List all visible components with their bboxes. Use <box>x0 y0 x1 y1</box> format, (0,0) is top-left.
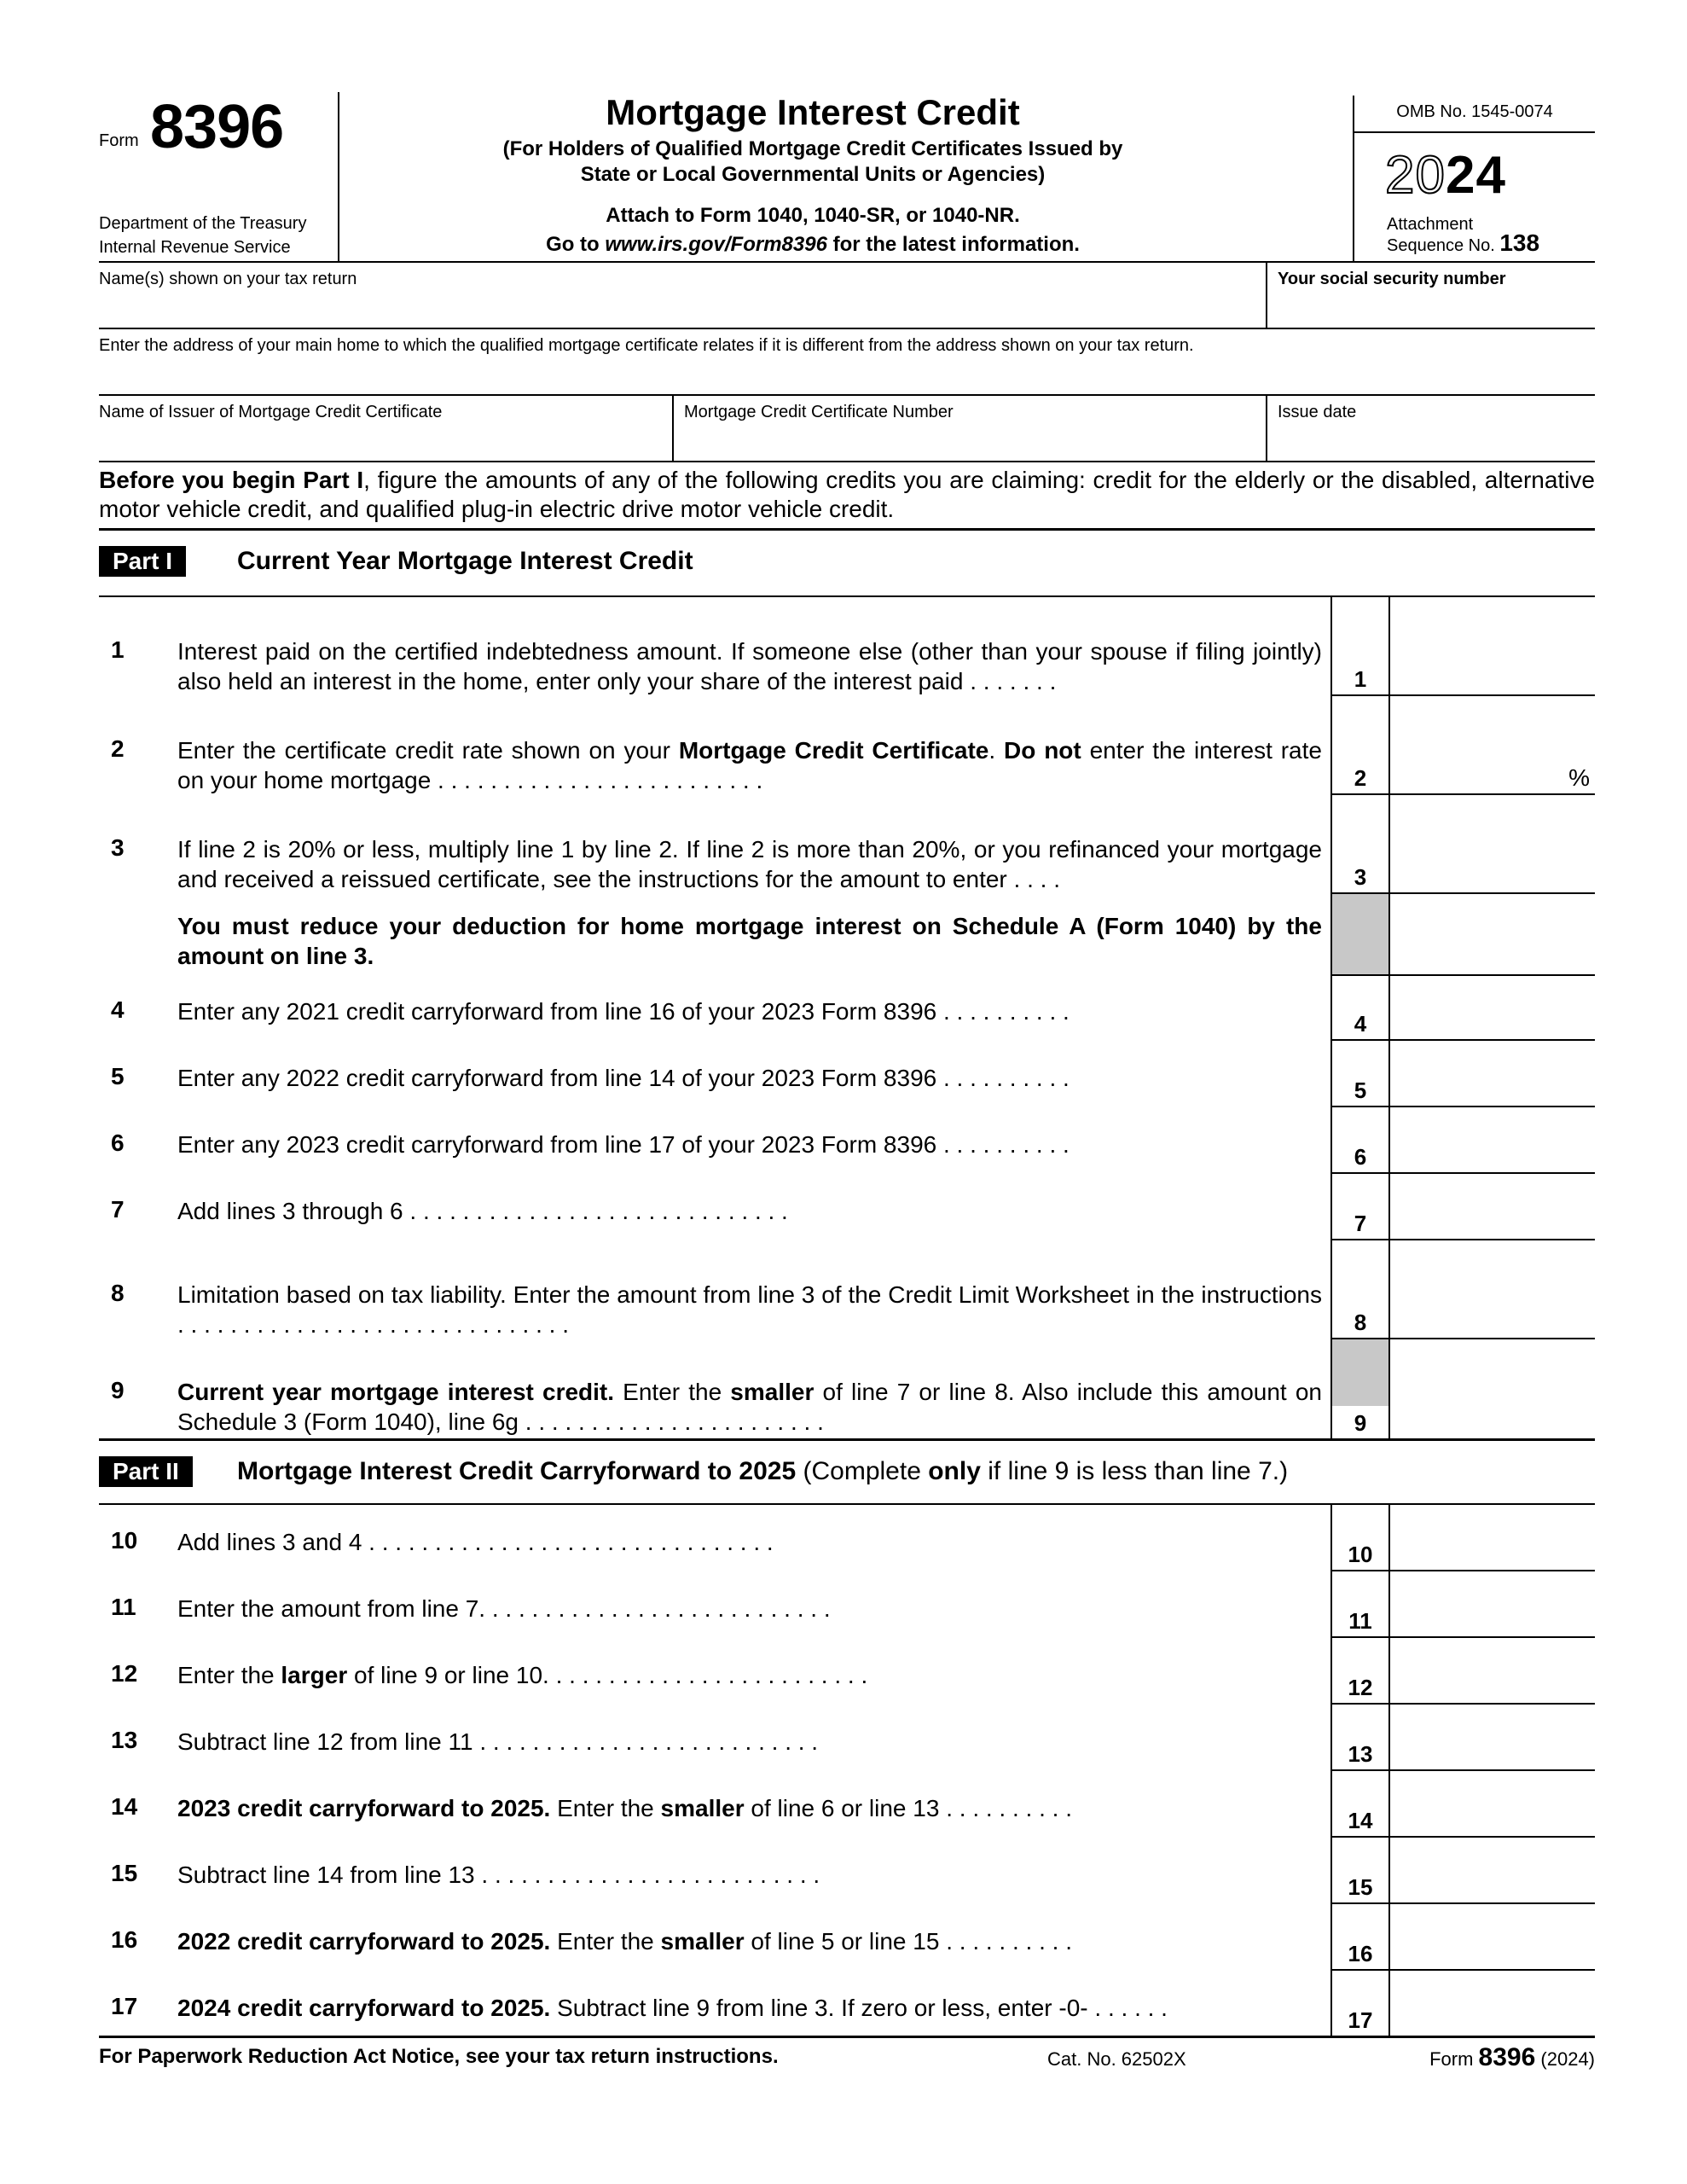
line-14 <box>99 1771 1595 1838</box>
form-word: Form <box>99 131 139 150</box>
line-14-bold: 2023 credit carryforward to 2025. <box>177 1795 551 1821</box>
line-15 <box>99 1838 1595 1904</box>
leader-dots: . . . . . . . . . . . . . . . . . . . . . . . . . . . . . . <box>177 1311 569 1338</box>
line-number: 8 <box>111 1280 125 1306</box>
line-box-number: 7 <box>1354 1211 1367 1236</box>
line-11-amount[interactable] <box>1390 1571 1595 1638</box>
line-5-amount[interactable] <box>1390 1041 1595 1107</box>
line-3-note-text: You must reduce your deduction for home mortgage interest on Schedule A (Form 1040) by the amount on line 3. <box>177 913 1322 969</box>
line-box-number: 1 <box>1354 666 1367 692</box>
line-box-label <box>1330 795 1390 894</box>
line-12 <box>99 1638 1595 1705</box>
form-page <box>99 92 1595 2087</box>
attach-line: Attach to Form 1040, 1040-SR, or 1040-NR. <box>606 204 1020 227</box>
attachment-label: Attachment <box>1387 215 1474 234</box>
ssn-label: Your social security number <box>1278 270 1506 288</box>
line-13 <box>99 1705 1595 1771</box>
line-12-text-b: of line 9 or line 10 <box>347 1662 543 1688</box>
shaded-box <box>1330 1339 1390 1406</box>
part-2-title-only: only <box>928 1457 981 1485</box>
line-5-text: Enter any 2022 credit carryforward from line 14 of your 2023 Form 8396 <box>177 1065 937 1091</box>
leader-dots: . . . . . . . . . . . . . . . . . . . . . . . . . . . <box>478 1595 831 1622</box>
line-box-label <box>1330 1041 1390 1107</box>
leader-dots: . . . . . . . . . . . . . . . . . . . . . . . . . . . . . . . <box>362 1529 774 1555</box>
line-box-number: 14 <box>1348 1808 1373 1833</box>
line-2-amount[interactable] <box>1390 696 1595 795</box>
line-box-number: 4 <box>1354 1011 1367 1037</box>
line-2-text-a: Enter the certificate credit rate shown on your <box>177 737 679 764</box>
before-bold: Before you begin Part I <box>99 467 364 493</box>
line-box-label <box>1330 1406 1390 1438</box>
line-text <box>177 1860 1322 1890</box>
line-10-amount[interactable] <box>1390 1505 1595 1571</box>
line-box-label <box>1330 1107 1390 1174</box>
line-box-label <box>1330 1240 1390 1339</box>
line-13-text: Subtract line 12 from line 11 <box>177 1728 473 1755</box>
line-text <box>177 996 1322 1026</box>
part-1-title: Current Year Mortgage Interest Credit <box>237 547 693 575</box>
paperwork-notice: For Paperwork Reduction Act Notice, see your tax return instructions. <box>99 2045 779 2068</box>
line-14-amount[interactable] <box>1390 1771 1595 1838</box>
part-1-lines <box>99 597 1595 1438</box>
line-2-text-c: . <box>988 737 1005 764</box>
catalog-number: Cat. No. 62502X <box>1047 2048 1186 2070</box>
line-17-text-a: Subtract line 9 from line 3. If zero or less, enter -0- <box>550 1995 1088 2021</box>
line-11 <box>99 1571 1595 1638</box>
line-box-number: 8 <box>1354 1310 1367 1335</box>
line-text <box>177 1280 1322 1339</box>
form-number: 8396 <box>150 93 284 161</box>
tax-year <box>1385 145 1506 206</box>
line-number: 11 <box>111 1594 136 1620</box>
line-box-number: 3 <box>1354 864 1367 890</box>
omb-block <box>1353 96 1595 263</box>
line-text <box>177 636 1322 696</box>
line-number: 14 <box>111 1793 138 1820</box>
part-2-header <box>99 1438 1595 1505</box>
line-text <box>177 735 1322 795</box>
line-box-number: 2 <box>1354 765 1367 791</box>
line-number: 2 <box>111 735 125 762</box>
line-3-text: If line 2 is 20% or less, multiply line 1 by line 2. If line 2 is more than 20%, or you refinanced your mortgage and received a reissued certificate, see the instructions for the amount to enter <box>177 836 1322 892</box>
line-text <box>177 1527 1322 1557</box>
part-2-title <box>237 1455 1288 1489</box>
line-box-number: 10 <box>1348 1542 1373 1567</box>
line-number: 7 <box>111 1196 125 1223</box>
line-number: 3 <box>111 834 125 861</box>
line-box-number: 9 <box>1354 1410 1367 1436</box>
line-2-text-d: Do not <box>1004 737 1081 764</box>
address-row <box>99 329 1595 396</box>
line-number: 10 <box>111 1527 138 1554</box>
part-2-title-bold: Mortgage Interest Credit Carryforward to 2025 <box>237 1457 797 1485</box>
divider <box>1266 263 1267 328</box>
line-6-amount[interactable] <box>1390 1107 1595 1174</box>
name-label: Name(s) shown on your tax return <box>99 270 357 288</box>
leader-dots: . . . . . . . . . . <box>936 1131 1070 1158</box>
line-6 <box>99 1107 1595 1174</box>
department <box>99 212 306 259</box>
line-text <box>177 1793 1322 1823</box>
line-box-number: 6 <box>1354 1144 1367 1170</box>
line-box-label <box>1330 1705 1390 1771</box>
line-4-amount[interactable] <box>1390 974 1595 1041</box>
line-15-amount[interactable] <box>1390 1838 1595 1904</box>
line-3-amount[interactable] <box>1390 795 1595 894</box>
issuer-label: Name of Issuer of Mortgage Credit Certificate <box>99 403 443 421</box>
leader-dots: . . . . <box>1006 866 1060 892</box>
line-12-amount[interactable] <box>1390 1638 1595 1705</box>
line-box-label <box>1330 696 1390 795</box>
line-9-smaller: smaller <box>730 1379 815 1405</box>
leader-dots: . . . . . . . . . . . . . . . . . . . . . . . . . . . . . <box>403 1198 788 1224</box>
line-17 <box>99 1971 1595 2036</box>
line-8 <box>99 1240 1595 1339</box>
line-16-smaller: smaller <box>660 1928 745 1955</box>
certificate-number-label: Mortgage Credit Certificate Number <box>684 403 954 421</box>
footer-form-id <box>1429 2043 1595 2072</box>
leader-dots: . . . . . . . . . . . . . . . . . . . . . . . . . . <box>474 1862 820 1888</box>
address-label: Enter the address of your main home to which the qualified mortgage certificate relates if it is different from the address shown on your tax return. <box>99 336 1194 355</box>
line-10-text: Add lines 3 and 4 <box>177 1529 362 1555</box>
line-text <box>177 1063 1322 1093</box>
line-9 <box>99 1339 1595 1438</box>
line-number: 12 <box>111 1660 138 1687</box>
line-8-amount[interactable] <box>1390 1240 1595 1339</box>
line-box-number: 12 <box>1348 1675 1373 1700</box>
line-box-number: 13 <box>1348 1741 1373 1767</box>
line-text <box>177 834 1322 894</box>
part-1-header <box>99 531 1595 597</box>
line-15-text: Subtract line 14 from line 13 <box>177 1862 475 1888</box>
line-9-amount[interactable] <box>1390 1339 1595 1438</box>
line-11-text: Enter the amount from line 7 <box>177 1595 479 1622</box>
leader-dots: . . . . . . . <box>963 668 1057 694</box>
leader-dots: . . . . . . . . . . . . . . . . . . . . . . . <box>519 1409 824 1435</box>
line-12-larger: larger <box>281 1662 348 1688</box>
year-outline: 20 <box>1385 146 1446 205</box>
line-box-number: 5 <box>1354 1077 1367 1103</box>
line-16-text-b: of line 5 or line 15 <box>744 1928 940 1955</box>
line-13-amount[interactable] <box>1390 1705 1595 1771</box>
line-16-bold: 2022 credit carryforward to 2025. <box>177 1928 551 1955</box>
line-text <box>177 1926 1322 1956</box>
shaded-box <box>1330 894 1390 974</box>
leader-dots: . . . . . . . . . . <box>939 1928 1073 1955</box>
line-number: 15 <box>111 1860 138 1886</box>
line-4 <box>99 974 1595 1041</box>
before-text: , figure the amounts of any of the following credits you are claiming: credit for the elderly or the disabled, alternative motor vehicle credit, and qualified plug-in electric drive motor vehicle credit. <box>99 467 1595 522</box>
line-text <box>177 1130 1322 1159</box>
leader-dots: . . . . . . . . . . <box>936 1065 1070 1091</box>
department-line: Department of the Treasury <box>99 214 307 233</box>
line-1-amount[interactable] <box>1390 597 1595 696</box>
footer-year: (2024) <box>1540 2048 1595 2070</box>
line-17-amount[interactable] <box>1390 1971 1595 2036</box>
line-number: 9 <box>111 1377 125 1403</box>
line-box-label <box>1330 1174 1390 1240</box>
line-box-number: 11 <box>1348 1608 1372 1634</box>
line-box-label <box>1330 1505 1390 1571</box>
line-9-text-a: Enter the <box>614 1379 731 1405</box>
line-3 <box>99 795 1595 894</box>
leader-dots: . . . . . . . . . . <box>936 998 1070 1025</box>
part-1-tag: Part I <box>99 546 186 577</box>
part-2-lines <box>99 1505 1595 2036</box>
line-text <box>177 1196 1322 1226</box>
line-number: 13 <box>111 1727 138 1753</box>
leader-dots: . . . . . . . . . . . . . . . . . . . . . . . . . . <box>472 1728 819 1755</box>
line-number: 6 <box>111 1130 125 1156</box>
line-box-label <box>1330 974 1390 1041</box>
line-2 <box>99 696 1595 795</box>
line-9-text-b: of line 7 or line 8. Also include this amount on Schedule 3 (Form 1040), line 6g <box>177 1379 1322 1435</box>
line-box-number: 16 <box>1348 1941 1373 1966</box>
line-2-text-b: Mortgage Credit Certificate <box>678 737 989 764</box>
goto-suffix: for the latest information. <box>826 233 1080 256</box>
title-block <box>339 92 1286 263</box>
leader-dots: . . . . . . <box>1087 1995 1168 2021</box>
part-2-title-a: (Complete <box>796 1457 929 1485</box>
divider <box>1266 396 1267 461</box>
footer-form-number: 8396 <box>1478 2043 1536 2071</box>
line-box-label <box>1330 1904 1390 1971</box>
line-number: 4 <box>111 996 125 1023</box>
line-box-label <box>1330 597 1390 696</box>
line-3-note <box>99 894 1595 974</box>
line-7-text: Add lines 3 through 6 <box>177 1198 403 1224</box>
footer-form-word: Form <box>1429 2048 1474 2070</box>
line-8-text: Limitation based on tax liability. Enter the amount from line 3 of the Credit Limit Worksheet in the instructions <box>177 1281 1322 1308</box>
line-10 <box>99 1505 1595 1571</box>
issue-date-label: Issue date <box>1278 403 1357 421</box>
before-you-begin <box>99 462 1595 531</box>
line-14-text-b: of line 6 or line 13 <box>744 1795 940 1821</box>
goto-line <box>339 230 1286 259</box>
percent-sign: % <box>1568 764 1590 791</box>
leader-dots: . . . . . . . . . . <box>939 1795 1073 1821</box>
line-4-text: Enter any 2021 credit carryforward from line 16 of your 2023 Form 8396 <box>177 998 937 1025</box>
line-text <box>177 1727 1322 1757</box>
line-14-smaller: smaller <box>660 1795 745 1821</box>
name-row <box>99 263 1595 329</box>
line-17-bold: 2024 credit carryforward to 2025. <box>177 1995 551 2021</box>
line-number: 17 <box>111 1993 138 2019</box>
line-number: 5 <box>111 1063 125 1089</box>
attachment-sequence <box>1387 215 1539 255</box>
line-text <box>177 1594 1322 1623</box>
form-subtitle <box>339 136 1286 188</box>
line-16-amount[interactable] <box>1390 1904 1595 1971</box>
sequence-number: 138 <box>1499 229 1540 256</box>
line-7 <box>99 1174 1595 1240</box>
line-text <box>177 1377 1322 1437</box>
line-16 <box>99 1904 1595 1971</box>
subtitle-line-2: State or Local Governmental Units or Agencies) <box>580 163 1046 186</box>
subtitle-line-1: (For Holders of Qualified Mortgage Credit Certificates Issued by <box>502 137 1123 160</box>
line-text <box>177 1993 1322 2023</box>
form-id-block <box>99 92 339 263</box>
line-number: 16 <box>111 1926 138 1953</box>
form-footer <box>99 2036 1595 2087</box>
line-box-label <box>1330 1971 1390 2036</box>
line-14-text-a: Enter the <box>550 1795 661 1821</box>
line-6-text: Enter any 2023 credit carryforward from line 17 of your 2023 Form 8396 <box>177 1131 937 1158</box>
line-16-text-a: Enter the <box>550 1928 661 1955</box>
year-bold: 24 <box>1445 146 1506 205</box>
line-box-label <box>1330 1771 1390 1838</box>
line-text <box>177 1660 1322 1690</box>
form-instructions <box>339 201 1286 259</box>
goto-prefix: Go to <box>546 233 606 256</box>
line-1 <box>99 597 1595 696</box>
line-box-number: 15 <box>1348 1874 1373 1900</box>
omb-number: OMB No. 1545-0074 <box>1354 96 1595 133</box>
blank-cell <box>1390 894 1595 974</box>
form-title: Mortgage Interest Credit <box>606 92 1020 132</box>
issuer-row <box>99 396 1595 462</box>
part-2-title-b: if line 9 is less than line 7.) <box>980 1457 1289 1485</box>
line-1-text: Interest paid on the certified indebtedness amount. If someone else (other than your spouse if filing jointly) also held an interest in the home, enter only your share of the interest paid <box>177 638 1322 694</box>
irs-line: Internal Revenue Service <box>99 238 291 257</box>
line-2-text-e: enter the interest rate on your home mortgage <box>177 737 1322 793</box>
leader-dots: . . . . . . . . . . . . . . . . . . . . . . . . . <box>542 1662 868 1688</box>
sequence-label: Sequence No. <box>1387 236 1495 255</box>
line-box-label <box>1330 1638 1390 1705</box>
leader-dots: . . . . . . . . . . . . . . . . . . . . . . . . . <box>431 767 763 793</box>
irs-link[interactable]: www.irs.gov/Form8396 <box>605 233 827 256</box>
line-12-text-a: Enter the <box>177 1662 281 1688</box>
line-7-amount[interactable] <box>1390 1174 1595 1240</box>
form-header <box>99 92 1595 263</box>
part-2-tag: Part II <box>99 1456 193 1487</box>
line-number: 1 <box>111 636 125 663</box>
line-box-number: 17 <box>1348 2007 1373 2033</box>
line-box-label <box>1330 1571 1390 1638</box>
line-box-label <box>1330 1838 1390 1904</box>
line-5 <box>99 1041 1595 1107</box>
line-9-bold: Current year mortgage interest credit. <box>177 1379 615 1405</box>
divider <box>672 396 674 461</box>
